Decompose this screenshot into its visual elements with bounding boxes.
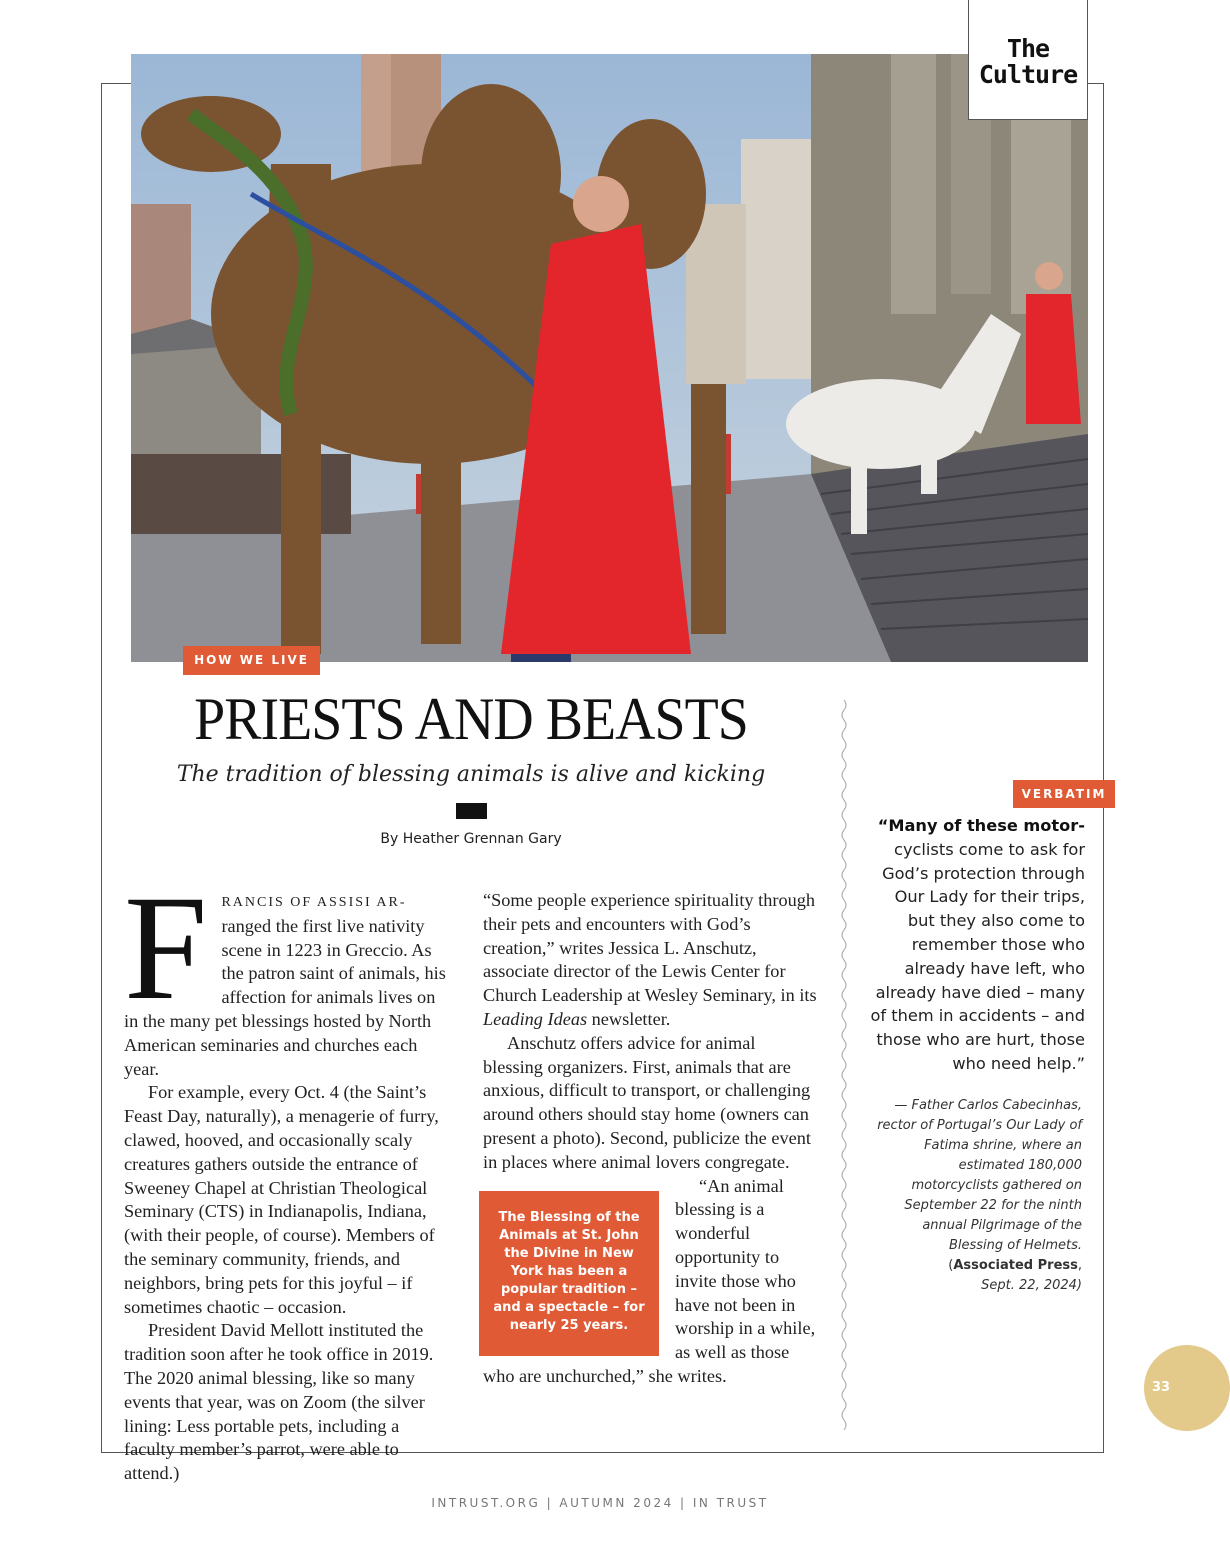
column-divider (838, 700, 850, 1430)
pull-quote (870, 814, 1085, 1076)
section-tab-line2: Culture (978, 60, 1078, 89)
article-paragraph: “Some people experience spirituality through their pets and encounters with God’s creation,” writes Jessica L. Anschutz, associate director of the Lewis Center for Church Leadership at Wesley Seminary, in its (483, 890, 817, 1006)
dropcap: F (124, 865, 208, 1031)
article-paragraph (124, 1319, 454, 1484)
headline: PRIESTS AND BEASTS (194, 686, 748, 752)
article-column-2 (483, 889, 818, 1389)
camel-procession-photo (131, 54, 1088, 662)
photo-caption: The Blessing of the Animals at St. John the Divine in New York has been a popular tradition – and a spectacle – for nearly 25 years. (479, 1191, 659, 1356)
lead-smallcaps: RANCIS OF ASSISI AR- (221, 895, 407, 910)
lead-text: ranged the first live nativity scene in 1223 in Greccio. As the patron saint of animals, his affection for animals lives on in the many pet blessings hosted by North American seminaries and churches each year. (124, 915, 446, 1079)
byline: By Heather Grennan Gary (380, 831, 562, 847)
section-tab (968, 0, 1088, 120)
quote-attribution: — Father Carlos Cabecinhas, rector of Portugal’s Our Lady of Fatima shrine, where an estimated 180,000 motorcyclists gathered on September 22 for the ninth annual Pilgrimage of the Blessing of Helmets. (Associated Press, Sept. 22, 2024) (877, 1098, 1082, 1293)
article-column-1 (124, 865, 454, 1484)
article-paragraph: Anschutz offers advice for animal blessing organizers. First, animals that are anxious, difficult to transport, or challenging around others should stay home (owners can present a photo). Second, publicize the event in places where animal lovers congregate. (483, 1032, 811, 1172)
category-tag: HOW WE LIVE (183, 646, 320, 675)
verbatim-tag: VERBATIM (1013, 780, 1115, 808)
article-text: newsletter. (587, 1008, 671, 1029)
source-name: Associated Press (953, 1258, 1078, 1273)
photo-illustration (131, 54, 1088, 662)
attribution-text: — Father Carlos Cabecinhas, rector of Portugal’s Our Lady of Fatima shrine, where an estimated 180,000 motorcyclists gathered on September 22 for the ninth annual Pilgrimage of the Blessing of Helmets. (877, 1098, 1082, 1253)
article-paragraph: “An animal blessing is a wonderful opportunity to invite those who have not been in worship in a while, as well as those who are unchurched,” she writes. (483, 1175, 816, 1386)
newsletter-title: Leading Ideas (483, 1008, 588, 1029)
source-date: Sept. 22, 2024) (981, 1278, 1082, 1293)
article-paragraph: For example, every Oct. 4 (the Saint’s Feast Day, naturally), a menagerie of furry, clawed, hooved, and occasionally scaly creatures gathers outside the entrance of Sweeney Chapel at Christian Theological Seminary (CTS) in Indianapolis, Indiana, (with their people, of course). Members of the seminary community, friends, and neighbors, bring pets for this joyful – if sometimes chaotic – occasion. (124, 1082, 439, 1317)
subheadline: The tradition of blessing animals is alive and kicking (176, 762, 766, 787)
article-paragraph (124, 865, 454, 1081)
quote-lead: “Many of these motor- (877, 816, 1085, 835)
decorative-bar (456, 803, 487, 819)
quote-text: cyclists come to ask for God’s protection through Our Lady for their trips, but they also come to remember those who already have left, who already have died – many of them in accidents – and those who are hurt, those who need help.” (870, 839, 1085, 1073)
page-number: 33 (1151, 1380, 1171, 1395)
article-text: President David Mellott instituted the tradition soon after he took office in 2019. The 2020 animal blessing, like so many events that year, was on Zoom (the silver lining: Less portable pets, including a faculty member’s parrot, were able to attend.) (124, 1320, 434, 1484)
footer: INTRUST.ORG | AUTUMN 2024 | IN TRUST (431, 1496, 769, 1510)
section-tab-line1: The (1006, 34, 1050, 63)
